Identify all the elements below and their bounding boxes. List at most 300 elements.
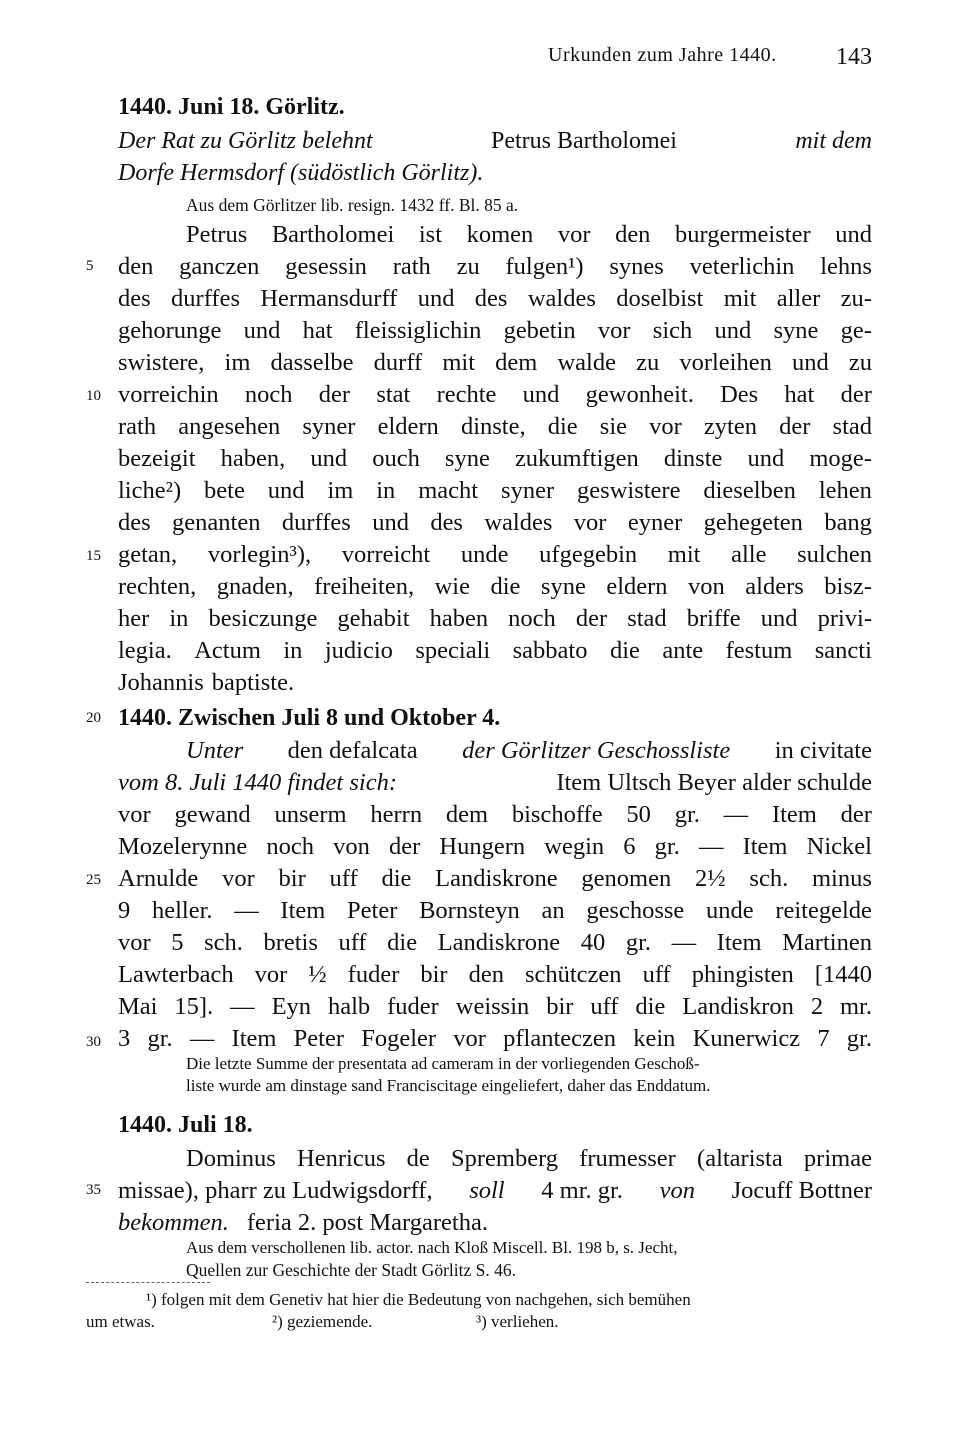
word: noch — [244, 381, 293, 408]
word: bete — [204, 477, 245, 504]
line-number: 35 — [86, 1182, 101, 1198]
text-line — [118, 864, 872, 894]
word: bir — [420, 961, 448, 988]
word: Arnulde — [118, 865, 199, 892]
word: walde — [557, 349, 616, 376]
text-part: feria 2. post Margaretha. — [246, 1209, 488, 1236]
word: ouch — [372, 445, 420, 472]
word: uff — [590, 993, 619, 1020]
word: speciali — [415, 637, 491, 664]
word: in — [376, 477, 396, 504]
word: 7 — [817, 1025, 830, 1052]
word: Item — [771, 801, 817, 828]
word: der — [389, 833, 421, 860]
word: dasselbe — [270, 349, 354, 376]
word: veterlichin — [689, 253, 795, 280]
word: eyner — [627, 509, 683, 536]
word: vor — [254, 961, 288, 988]
word: lehns — [820, 253, 872, 280]
word: Item — [231, 1025, 277, 1052]
word: in — [283, 637, 303, 664]
text-line — [118, 412, 872, 442]
word: ½ — [308, 961, 327, 988]
summary-part: Petrus Bartholomei — [491, 128, 677, 154]
word: Landiskrone — [435, 865, 558, 892]
word: judicio — [324, 637, 393, 664]
word: durffes — [281, 509, 351, 536]
word: 2½ — [695, 865, 726, 892]
word: ge- — [840, 317, 872, 344]
word: unserm — [274, 801, 347, 828]
word: uff — [329, 865, 358, 892]
word: und — [372, 509, 409, 536]
word: von — [333, 833, 370, 860]
word: stad — [832, 413, 872, 440]
word: Bartholomei — [271, 221, 395, 248]
word: und — [747, 445, 785, 472]
word: — — [723, 801, 749, 828]
text-part: soll — [469, 1177, 505, 1204]
word: und — [243, 317, 281, 344]
word: Des — [720, 381, 759, 408]
footnote: ³) verliehen. — [476, 1312, 559, 1331]
line-number: 20 — [86, 710, 101, 726]
word: privi- — [817, 605, 872, 632]
footnote: um etwas. — [86, 1312, 155, 1331]
text-line — [118, 348, 872, 378]
word: unde — [460, 541, 509, 568]
word: — — [230, 993, 255, 1020]
text-line — [118, 800, 872, 830]
text-line — [118, 992, 872, 1022]
word: ist — [418, 221, 443, 248]
word: mit — [723, 285, 757, 312]
word: mit — [442, 349, 476, 376]
word: und — [267, 477, 305, 504]
word: her — [118, 605, 150, 632]
word: die — [609, 637, 640, 664]
word: briffe — [686, 605, 741, 632]
word: geswistere — [577, 477, 681, 504]
word: vorleihen — [679, 349, 772, 376]
word: gehabit — [337, 605, 410, 632]
word: komen — [466, 221, 534, 248]
word: legia. — [118, 637, 172, 664]
word: Mozelerynne — [118, 833, 248, 860]
word: Item — [716, 929, 762, 956]
word: in — [169, 605, 189, 632]
intro-part: Unter — [186, 737, 244, 764]
word: sulchen — [797, 541, 872, 568]
word: und — [714, 317, 752, 344]
word: primae — [803, 1145, 872, 1172]
word: fleissiglichin — [354, 317, 482, 344]
word: sich — [652, 317, 693, 344]
word: vorreicht — [341, 541, 431, 568]
word: Henricus — [297, 1145, 386, 1172]
word: aller — [776, 285, 821, 312]
text-line — [118, 572, 872, 602]
word: der — [318, 381, 351, 408]
word: vor — [573, 509, 607, 536]
word: gr. — [846, 1025, 872, 1052]
word: Item — [280, 897, 326, 924]
word: sch. — [204, 929, 243, 956]
word: mit — [667, 541, 701, 568]
word: syne — [540, 573, 586, 600]
word: ufgegebin — [539, 541, 638, 568]
word: des — [474, 285, 508, 312]
source-note: liste wurde am dinstage sand Franciscitage eingeliefert, daher das Enddatum. — [186, 1076, 711, 1095]
word: vor — [118, 929, 151, 956]
word: besiczunge — [208, 605, 318, 632]
line-number: 30 — [86, 1034, 101, 1050]
running-title: Urkunden zum Jahre 1440. — [548, 44, 777, 66]
text-line — [118, 476, 872, 506]
word: vor — [597, 317, 631, 344]
word: noch — [508, 605, 556, 632]
word: noch — [266, 833, 314, 860]
intro-part: vom 8. Juli 1440 findet sich: — [118, 769, 397, 796]
entry-intro — [118, 768, 872, 798]
word: reitegelde — [775, 897, 872, 924]
intro-part: in civitate — [774, 737, 872, 764]
word: rechten, — [118, 573, 197, 600]
word: — — [189, 1025, 215, 1052]
word: eldern — [606, 573, 668, 600]
word: schütczen — [524, 961, 622, 988]
word: Eyn — [271, 993, 312, 1020]
text-part: missae), pharr zu Ludwigsdorff, — [118, 1177, 433, 1204]
word: der — [840, 801, 872, 828]
word: bang — [824, 509, 872, 536]
text-line — [186, 1144, 872, 1174]
word: heller. — [151, 897, 213, 924]
word: bezeigit — [118, 445, 196, 472]
word: vor — [222, 865, 255, 892]
word: die — [547, 413, 578, 440]
word: gebetin — [503, 317, 576, 344]
word: geschosse — [586, 897, 685, 924]
text-line — [118, 444, 872, 474]
word: an — [541, 897, 565, 924]
text-line — [118, 1176, 872, 1206]
line-number: 15 — [86, 548, 101, 564]
word: 5 — [171, 929, 184, 956]
word: vor — [118, 801, 151, 828]
word: zu — [456, 253, 480, 280]
text-line — [118, 928, 872, 958]
word: Bornsteyn — [419, 897, 520, 924]
word: und — [760, 605, 798, 632]
text-line — [118, 252, 872, 282]
word: des — [118, 509, 151, 536]
word: Hungern — [439, 833, 526, 860]
word: vorlegin³), — [207, 541, 312, 568]
text-line — [118, 668, 872, 698]
text-line — [118, 1208, 872, 1238]
word: halb — [327, 993, 371, 1020]
source-note: Die letzte Summe der presentata ad cameram in der vorliegenden Geschoß- — [186, 1054, 700, 1073]
word: zu — [636, 349, 660, 376]
word: gr. — [654, 833, 680, 860]
word: uff — [642, 961, 671, 988]
word: dinste — [663, 445, 723, 472]
word: gesessin — [285, 253, 367, 280]
word: die — [381, 865, 412, 892]
entry-heading: 1440. Zwischen Juli 8 und Oktober 4. — [118, 705, 501, 731]
word: den — [118, 253, 154, 280]
word: bretis — [263, 929, 318, 956]
word: sabbato — [512, 637, 588, 664]
word: dem — [495, 349, 538, 376]
line-number: 10 — [86, 388, 101, 404]
source-note: Aus dem verschollenen lib. actor. nach Kloß Miscell. Bl. 198 b, s. Jecht, — [186, 1238, 678, 1257]
text-line — [118, 540, 872, 570]
word: von — [688, 573, 725, 600]
word: bischoffe — [511, 801, 603, 828]
word: syner — [501, 477, 555, 504]
word: kein — [633, 1025, 676, 1052]
word: genomen — [581, 865, 672, 892]
word: dem — [445, 801, 489, 828]
word: Hermansdurff — [260, 285, 398, 312]
summary-part: Der Rat zu Görlitz belehnt — [118, 128, 373, 154]
word: dinste, — [460, 413, 526, 440]
word: die — [387, 929, 418, 956]
word: syne — [773, 317, 819, 344]
word: Johannis — [118, 669, 204, 696]
word: 6 — [623, 833, 636, 860]
word: wegin — [544, 833, 605, 860]
text-line — [118, 316, 872, 346]
word: uff — [338, 929, 367, 956]
word: und — [835, 221, 872, 248]
entry-summary — [118, 128, 872, 155]
word: doselbist — [616, 285, 704, 312]
word: burgermeister — [675, 221, 811, 248]
word: vor — [557, 221, 591, 248]
source-note: Quellen zur Geschichte der Stadt Görlitz S. 46. — [186, 1260, 516, 1280]
word: Peter — [347, 897, 398, 924]
word: sie — [599, 413, 627, 440]
word: zu- — [840, 285, 872, 312]
word: zukumftigen — [514, 445, 639, 472]
entry-heading: 1440. Juli 18. — [118, 1112, 253, 1138]
word: — — [671, 929, 697, 956]
word: Mai — [118, 993, 158, 1020]
word: moge- — [809, 445, 872, 472]
intro-part: Item Ultsch Beyer alder schulde — [556, 769, 872, 796]
word: haben — [429, 605, 489, 632]
word: wie — [434, 573, 470, 600]
word: vorreichin — [118, 381, 219, 408]
word: phingisten — [691, 961, 794, 988]
word: und — [310, 445, 348, 472]
word: synes — [609, 253, 664, 280]
word: Landiskrone — [437, 929, 561, 956]
word: liche²) — [118, 477, 182, 504]
word: hat — [784, 381, 815, 408]
entry-intro — [186, 736, 872, 766]
word: durff — [373, 349, 423, 376]
word: die — [635, 993, 666, 1020]
word: macht — [418, 477, 479, 504]
word: Landiskron — [682, 993, 794, 1020]
word: bir — [546, 993, 574, 1020]
word: ganczen — [179, 253, 260, 280]
word: hat — [302, 317, 333, 344]
word: syner — [302, 413, 356, 440]
word: im — [327, 477, 354, 504]
word: Spremberg — [450, 1145, 559, 1172]
text-line — [118, 380, 872, 410]
word: 9 — [118, 897, 131, 924]
word: die — [490, 573, 521, 600]
word: Martinen — [782, 929, 872, 956]
word: — — [698, 833, 724, 860]
word: Petrus — [186, 221, 248, 248]
word: waldes — [527, 285, 596, 312]
word: der — [575, 605, 608, 632]
text-part: bekommen. — [118, 1209, 229, 1236]
word: gr. — [674, 801, 700, 828]
text-part: von — [659, 1177, 695, 1204]
word: vor — [649, 413, 682, 440]
word: ante — [662, 637, 704, 664]
word: rath — [118, 413, 157, 440]
word: den — [468, 961, 504, 988]
word: syne — [444, 445, 490, 472]
word: alle — [731, 541, 767, 568]
word: de — [406, 1145, 430, 1172]
footnote: ¹) folgen mit dem Genetiv hat hier die Bedeutung von nachgehen, sich bemühen — [146, 1290, 691, 1309]
word: Nickel — [806, 833, 872, 860]
word: 15]. — [174, 993, 214, 1020]
page-number: 143 — [836, 44, 872, 70]
line-number: 5 — [86, 258, 94, 274]
text-line — [118, 508, 872, 538]
word: fuder — [347, 961, 400, 988]
word: gnaden, — [216, 573, 294, 600]
word: haben, — [220, 445, 286, 472]
source-note: Aus dem Görlitzer lib. resign. 1432 ff. Bl. 85 a. — [186, 195, 519, 215]
text-part: 4 mr. gr. — [541, 1177, 623, 1204]
word: pflanteczen — [503, 1025, 617, 1052]
word: der — [779, 413, 811, 440]
word: gr. — [147, 1025, 173, 1052]
entry-heading: 1440. Juni 18. Görlitz. — [118, 94, 345, 120]
word: gehorunge — [118, 317, 222, 344]
text-line — [118, 636, 872, 666]
word: 50 — [626, 801, 651, 828]
word: des — [430, 509, 463, 536]
word: (altarista — [697, 1145, 783, 1172]
word: gr. — [625, 929, 651, 956]
word: freiheiten, — [314, 573, 415, 600]
word: bir — [278, 865, 306, 892]
word: der — [840, 381, 872, 408]
text-line — [118, 896, 872, 926]
footnote-divider — [86, 1282, 210, 1283]
word: angesehen — [178, 413, 281, 440]
word: fulgen¹) — [505, 253, 584, 280]
text-line — [186, 220, 872, 250]
word: gehegeten — [703, 509, 803, 536]
word: gewonheit. — [585, 381, 694, 408]
word: zu — [848, 349, 872, 376]
word: des — [118, 285, 151, 312]
word: frumesser — [579, 1145, 676, 1172]
intro-part: den defalcata — [287, 737, 418, 764]
word: minus — [811, 865, 872, 892]
text-line — [118, 284, 872, 314]
text-line — [118, 604, 872, 634]
word: und — [522, 381, 560, 408]
word: herrn — [370, 801, 423, 828]
word: unde — [706, 897, 754, 924]
line-number: 25 — [86, 872, 101, 888]
word: Peter — [293, 1025, 344, 1052]
text-line — [118, 960, 872, 990]
word: vor — [453, 1025, 486, 1052]
word: eldern — [377, 413, 439, 440]
word: den — [615, 221, 651, 248]
word: Lawterbach — [118, 961, 234, 988]
word: waldes — [484, 509, 553, 536]
word: [1440 — [814, 961, 872, 988]
word: und — [417, 285, 455, 312]
word: gewand — [174, 801, 251, 828]
word: Fogeler — [361, 1025, 437, 1052]
word: alders — [745, 573, 804, 600]
text-part: Jocuff Bottner — [731, 1177, 872, 1204]
word: swistere, — [118, 349, 205, 376]
word: 40 — [580, 929, 606, 956]
word: genanten — [172, 509, 261, 536]
word: 2 — [810, 993, 824, 1020]
word: zyten — [703, 413, 757, 440]
word: Actum — [194, 637, 261, 664]
word: durffes — [171, 285, 240, 312]
word: Kunerwicz — [692, 1025, 801, 1052]
intro-part: der Görlitzer Geschossliste — [462, 737, 731, 764]
word: rechte — [436, 381, 497, 408]
word: stad — [627, 605, 667, 632]
word: 3 — [118, 1025, 131, 1052]
entry-summary: Dorfe Hermsdorf (südöstlich Görlitz). — [118, 160, 484, 186]
word: und — [791, 349, 829, 376]
word: stat — [376, 381, 411, 408]
word: fuder — [387, 993, 439, 1020]
word: Item — [742, 833, 788, 860]
word: baptiste. — [211, 669, 295, 696]
word: dieselben — [703, 477, 796, 504]
text-line — [118, 1024, 872, 1054]
word: sch. — [749, 865, 789, 892]
summary-part: mit dem — [795, 128, 872, 154]
word: — — [234, 897, 259, 924]
text-line — [118, 832, 872, 862]
word: weissin — [455, 993, 530, 1020]
word: Dominus — [186, 1145, 276, 1172]
footnote: ²) geziemende. — [272, 1312, 373, 1331]
word: getan, — [118, 541, 178, 568]
word: lehen — [818, 477, 872, 504]
word: festum — [725, 637, 793, 664]
word: bisz- — [824, 573, 872, 600]
word: rath — [392, 253, 431, 280]
